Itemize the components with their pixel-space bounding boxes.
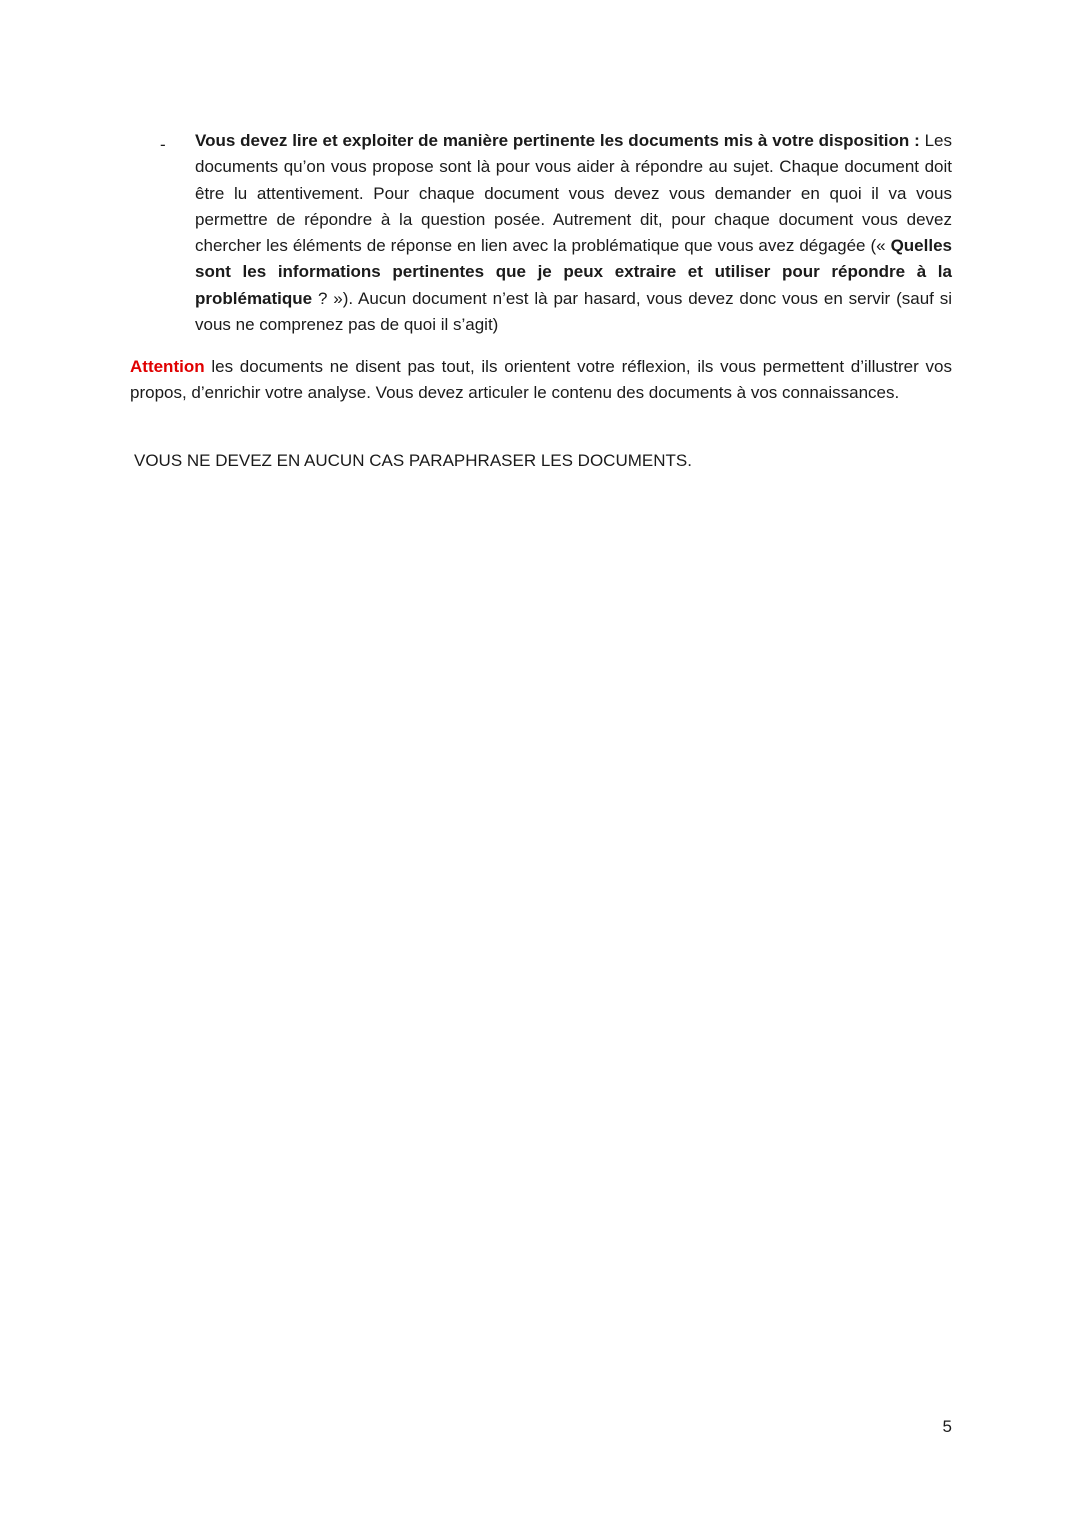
bullet-heading: Vous devez lire et exploiter de manière pertinente les documents mis à votre disposition : (195, 131, 920, 150)
attention-paragraph (130, 354, 952, 407)
bullet-paragraph (195, 128, 952, 338)
page-number: 5 (942, 1417, 952, 1436)
attention-keyword: Attention (130, 357, 205, 376)
bullet-dash: - (160, 135, 166, 154)
bullet-body-text-2: ? »). Aucun document n’est là par hasard, vous devez donc vous en servir (sauf si vous ne comprenez pas de quoi il s’agit) (195, 288, 952, 335)
warning-line: VOUS NE DEVEZ EN AUCUN CAS PARAPHRASER LES DOCUMENTS. (134, 451, 692, 470)
bullet-question-bold: Quelles sont les informations pertinentes que je peux extraire et utiliser pour répondre à la problématique (195, 236, 952, 308)
attention-body-text: les documents ne disent pas tout, ils orientent votre réflexion, ils vous permettent d’illustrer vos propos, d’enrichir votre analyse. Vous devez articuler le contenu des documents à vos connaissances. (130, 357, 952, 403)
bullet-body-text-1: Les documents qu’on vous propose sont là pour vous aider à répondre au sujet. Chaque document doit être lu attentivement. Pour chaque document vous devez vous demander en quoi il va vous permettre de répondre à la question posée. Autrement dit, pour chaque document vous devez chercher les éléments de réponse en lien avec la problématique que vous avez dégagée (« (195, 131, 952, 256)
bullet-item-documents (130, 128, 952, 338)
